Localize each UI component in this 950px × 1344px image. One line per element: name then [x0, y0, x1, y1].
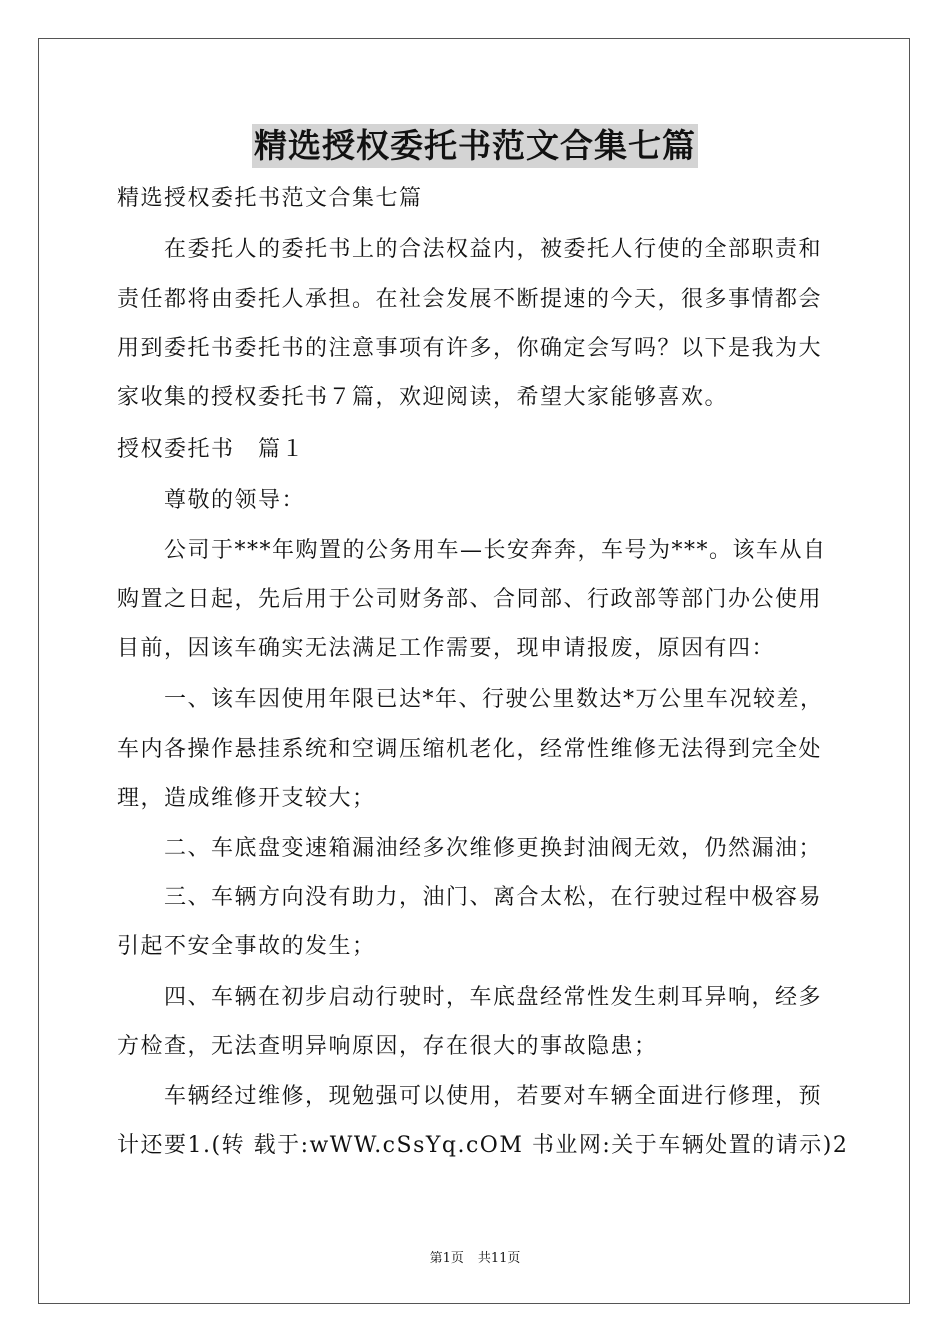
section-heading: 授权委托书 篇１	[117, 437, 306, 462]
body-line: 目前，因该车确实无法满足工作需要，现申请报废，原因有四：	[117, 636, 776, 661]
page-total: 共11页	[477, 1251, 521, 1266]
body-line: 公司于***年购置的公务用车—长安奔奔，车号为***。该车从自	[117, 538, 827, 563]
body-line: 车内各操作悬挂系统和空调压缩机老化，经常性维修无法得到完全处	[117, 737, 823, 762]
body-line: 尊敬的领导：	[117, 488, 306, 513]
body-line: 二、车底盘变速箱漏油经多次维修更换封油阀无效，仍然漏油；	[117, 836, 823, 861]
body-line: 责任都将由委托人承担。在社会发展不断提速的今天，很多事情都会	[117, 287, 823, 312]
document-subtitle: 精选授权委托书范文合集七篇	[117, 186, 423, 211]
body-line: 计还要1.(转 载于:wWW.cSsYq.cOM 书业网:关于车辆处置的请示)2	[117, 1133, 849, 1158]
body-line: 理，造成维修开支较大；	[117, 786, 376, 811]
body-line: 一、该车因使用年限已达*年、行驶公里数达*万公里车况较差，	[117, 687, 824, 712]
body-line: 用到委托书委托书的注意事项有许多，你确定会写吗？以下是我为大	[117, 336, 823, 361]
body-line: 车辆经过维修，现勉强可以使用，若要对车辆全面进行修理，预	[117, 1084, 823, 1109]
page-border	[38, 38, 910, 1304]
body-line: 购置之日起，先后用于公司财务部、合同部、行政部等部门办公使用	[117, 587, 823, 612]
body-line: 家收集的授权委托书７篇，欢迎阅读，希望大家能够喜欢。	[117, 385, 729, 410]
page-footer	[0, 1250, 950, 1268]
page-number: 第1页	[429, 1251, 464, 1266]
document-title: 精选授权委托书范文合集七篇	[252, 124, 698, 168]
body-line: 方检查，无法查明异响原因，存在很大的事故隐患；	[117, 1034, 658, 1059]
body-line: 在委托人的委托书上的合法权益内，被委托人行使的全部职责和	[117, 237, 823, 262]
body-line: 四、车辆在初步启动行驶时，车底盘经常性发生刺耳异响，经多	[117, 985, 823, 1010]
title-container	[0, 124, 950, 168]
body-line: 引起不安全事故的发生；	[117, 934, 376, 959]
body-line: 三、车辆方向没有助力，油门、离合太松，在行驶过程中极容易	[117, 885, 823, 910]
